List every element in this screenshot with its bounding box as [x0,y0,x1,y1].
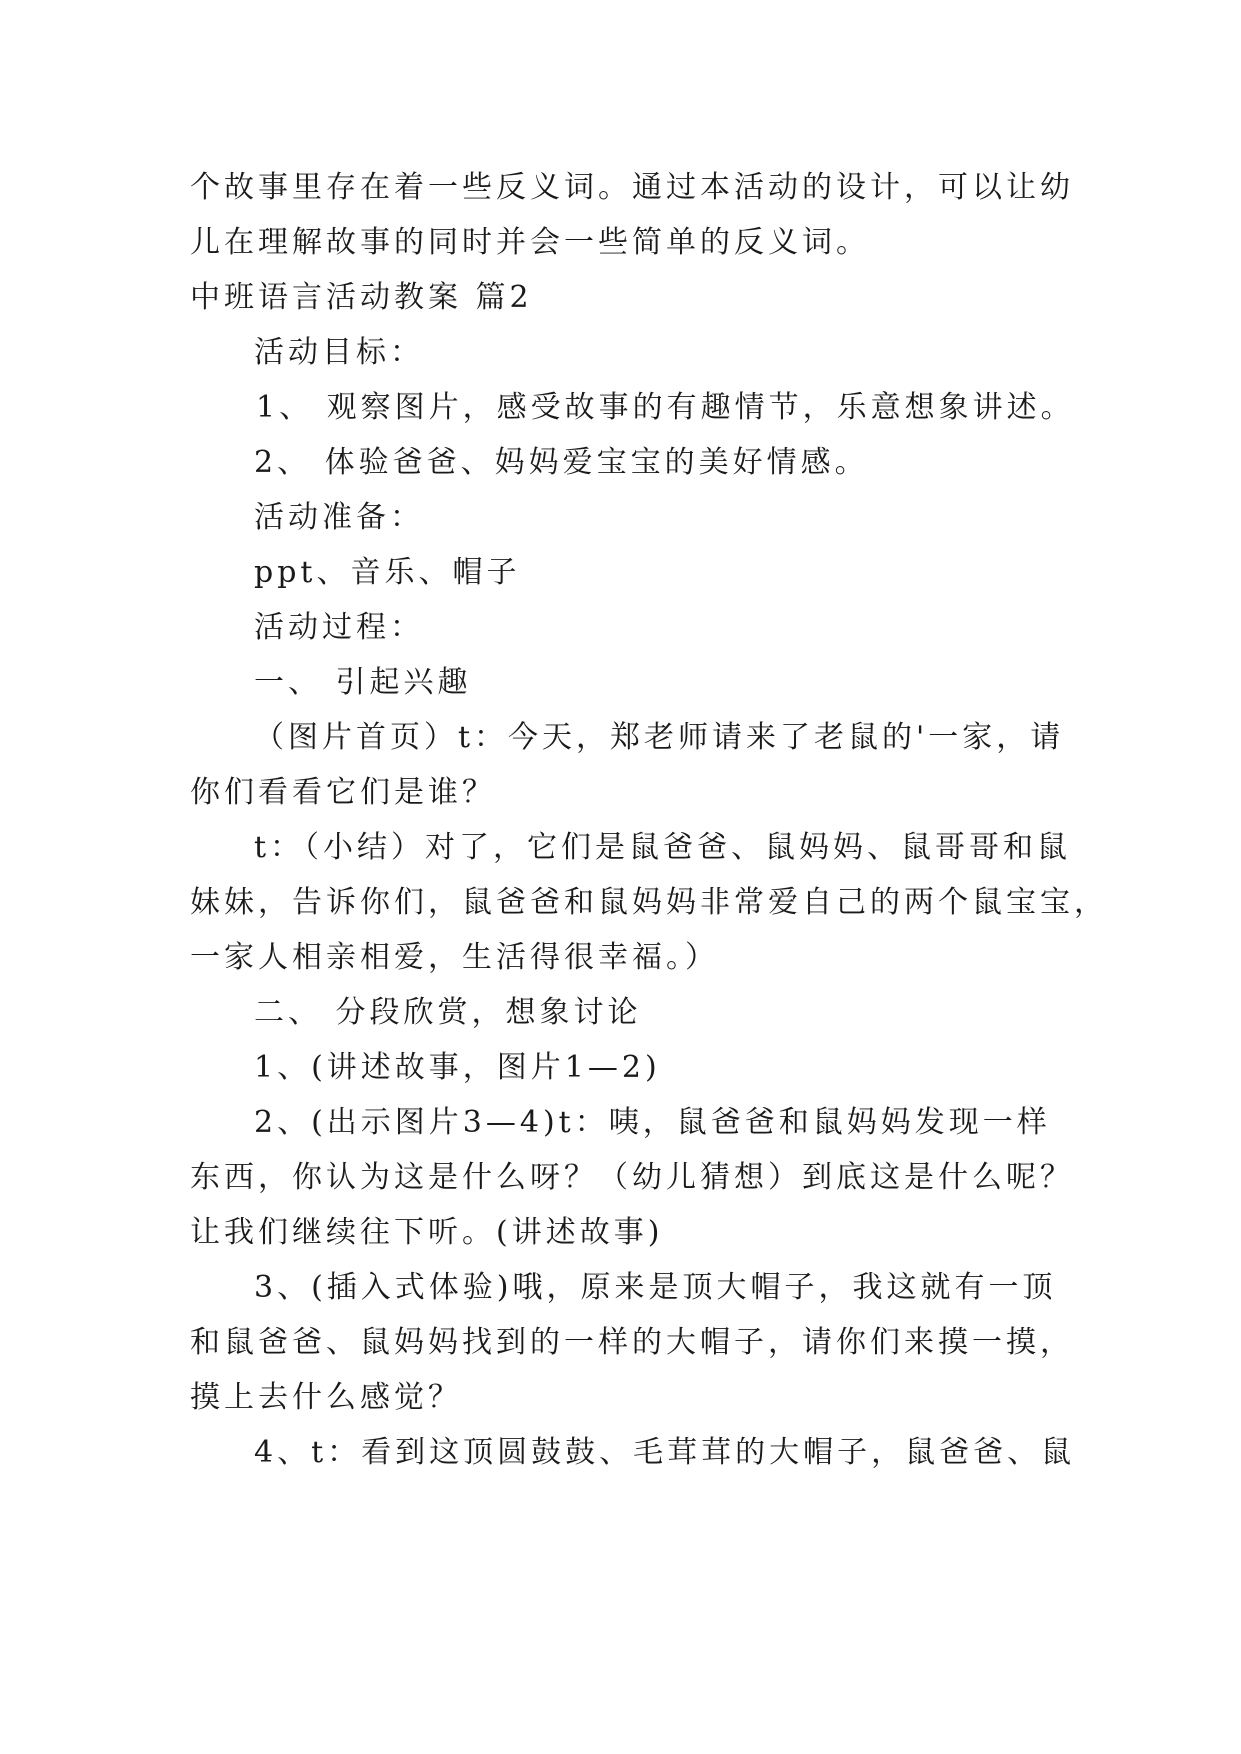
step-heading: 二、 分段欣赏，想象讨论 [254,995,642,1030]
paragraph-line: 个故事里存在着一些反义词。通过本活动的设计，可以让幼 [190,170,1074,205]
paragraph-line: 你们看看它们是谁？ [190,775,496,810]
list-item: 3、(插入式体验)哦，原来是顶大帽子，我这就有一顶 [254,1270,1057,1305]
paragraph-line: 妹妹，告诉你们，鼠爸爸和鼠妈妈非常爱自己的两个鼠宝宝， [190,885,1108,920]
list-item: 1、 观察图片，感受故事的有趣情节，乐意想象讲述。 [256,390,1075,425]
list-item: 2、 体验爸爸、妈妈爱宝宝的美好情感。 [254,445,869,480]
list-item: 2、(出示图片3—4)t：咦，鼠爸爸和鼠妈妈发现一样 [254,1105,1051,1140]
section-heading: 中班语言活动教案 篇2 [190,280,533,315]
step-heading: 一、 引起兴趣 [254,665,472,700]
paragraph-line: 让我们继续往下听。(讲述故事) [190,1215,664,1250]
list-item: 4、t：看到这顶圆鼓鼓、毛茸茸的大帽子，鼠爸爸、鼠 [254,1435,1076,1470]
subheading-goals: 活动目标： [254,335,424,370]
paragraph-line: t：（小结）对了，它们是鼠爸爸、鼠妈妈、鼠哥哥和鼠 [254,830,1072,865]
paragraph-line: 和鼠爸爸、鼠妈妈找到的一样的大帽子，请你们来摸一摸， [190,1325,1074,1360]
paragraph-line: 摸上去什么感觉？ [190,1380,462,1415]
paragraph-line: 儿在理解故事的同时并会一些简单的反义词。 [190,225,870,260]
subheading-preparation: 活动准备： [254,500,424,535]
subheading-process: 活动过程： [254,610,424,645]
paragraph-line: （图片首页）t：今天，郑老师请来了老鼠的'一家，请 [254,720,1065,755]
paragraph-line: 东西，你认为这是什么呀？（幼儿猜想）到底这是什么呢？ [190,1160,1074,1195]
paragraph-line: ppt、音乐、帽子 [254,555,521,590]
list-item: 1、(讲述故事，图片1—2) [254,1050,661,1085]
paragraph-line: 一家人相亲相爱，生活得很幸福。） [190,940,719,975]
